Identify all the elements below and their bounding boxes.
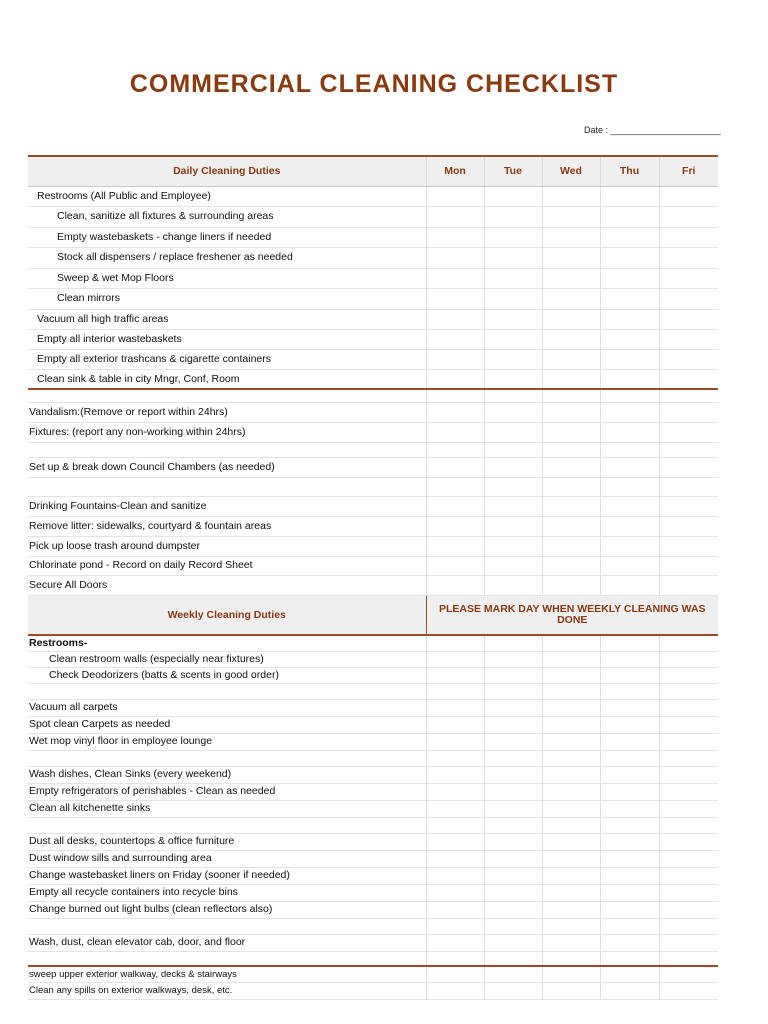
check-cell[interactable]: [542, 227, 600, 247]
check-cell[interactable]: [542, 457, 600, 477]
check-cell[interactable]: [600, 716, 659, 733]
check-cell[interactable]: [426, 966, 484, 982]
check-cell[interactable]: [600, 422, 659, 442]
check-cell[interactable]: [659, 575, 718, 595]
check-cell[interactable]: [426, 766, 484, 783]
check-cell[interactable]: [659, 800, 718, 817]
day-fri: Fri: [659, 156, 718, 186]
spacer-row: [28, 918, 718, 934]
check-cell[interactable]: [484, 884, 542, 901]
check-cell[interactable]: [426, 884, 484, 901]
check-cell[interactable]: [426, 422, 484, 442]
check-cell[interactable]: [659, 635, 718, 651]
check-cell[interactable]: [484, 309, 542, 329]
check-cell[interactable]: [659, 733, 718, 750]
check-cell[interactable]: [659, 651, 718, 667]
check-cell[interactable]: [659, 884, 718, 901]
task-row: [28, 966, 718, 982]
check-cell[interactable]: [600, 667, 659, 683]
check-cell[interactable]: [426, 733, 484, 750]
task-label: Wash, dust, clean elevator cab, door, and floor: [29, 936, 246, 949]
check-cell[interactable]: [659, 402, 718, 422]
check-cell[interactable]: [542, 884, 600, 901]
task-label: Empty all recycle containers into recycle bins: [29, 886, 238, 899]
check-cell[interactable]: [484, 496, 542, 516]
check-cell[interactable]: [659, 369, 718, 389]
check-cell[interactable]: [484, 457, 542, 477]
check-cell[interactable]: [542, 536, 600, 556]
check-cell[interactable]: [600, 982, 659, 999]
task-row: [28, 369, 718, 389]
check-cell[interactable]: [659, 766, 718, 783]
task-row: [28, 783, 718, 800]
spacer-row: [28, 683, 718, 699]
check-cell[interactable]: [542, 288, 600, 309]
task-row: [28, 457, 718, 477]
check-cell[interactable]: [659, 206, 718, 227]
check-cell[interactable]: [484, 422, 542, 442]
check-cell[interactable]: [600, 227, 659, 247]
check-cell[interactable]: [484, 699, 542, 716]
check-cell[interactable]: [600, 699, 659, 716]
check-cell[interactable]: [426, 867, 484, 884]
check-cell[interactable]: [426, 247, 484, 268]
check-cell[interactable]: [484, 667, 542, 683]
check-cell[interactable]: [484, 227, 542, 247]
check-cell[interactable]: [600, 329, 659, 349]
task-row: [28, 766, 718, 783]
check-cell[interactable]: [426, 651, 484, 667]
daily-section-title: Daily Cleaning Duties: [28, 156, 426, 186]
check-cell[interactable]: [659, 227, 718, 247]
check-cell[interactable]: [659, 667, 718, 683]
check-cell[interactable]: [542, 699, 600, 716]
task-label: Spot clean Carpets as needed: [29, 718, 171, 731]
check-cell[interactable]: [600, 536, 659, 556]
spacer-row: [28, 951, 718, 966]
check-cell[interactable]: [542, 402, 600, 422]
check-cell[interactable]: [426, 716, 484, 733]
task-row: [28, 651, 718, 667]
task-label: Remove litter: sidewalks, courtyard & fountain areas: [29, 519, 272, 532]
check-cell[interactable]: [659, 556, 718, 575]
check-cell[interactable]: [542, 206, 600, 227]
task-row: [28, 309, 718, 329]
task-row: [28, 516, 718, 536]
check-cell[interactable]: [659, 247, 718, 268]
check-cell[interactable]: [659, 516, 718, 536]
check-cell[interactable]: [542, 635, 600, 651]
task-label: Secure All Doors: [29, 578, 108, 591]
check-cell[interactable]: [484, 766, 542, 783]
check-cell[interactable]: [484, 934, 542, 951]
check-cell[interactable]: [600, 635, 659, 651]
check-cell[interactable]: [426, 186, 484, 206]
check-cell[interactable]: [542, 651, 600, 667]
check-cell[interactable]: [426, 288, 484, 309]
check-cell[interactable]: [484, 349, 542, 369]
date-field[interactable]: Date : ______________________: [584, 125, 721, 135]
check-cell[interactable]: [542, 186, 600, 206]
task-row: [28, 635, 718, 651]
check-cell[interactable]: [659, 288, 718, 309]
check-cell[interactable]: [542, 329, 600, 349]
check-cell[interactable]: [426, 457, 484, 477]
task-row: [28, 268, 718, 288]
check-cell[interactable]: [426, 667, 484, 683]
check-cell[interactable]: [659, 186, 718, 206]
check-cell[interactable]: [426, 227, 484, 247]
task-row: [28, 186, 718, 206]
check-cell[interactable]: [426, 536, 484, 556]
task-label: Dust all desks, countertops & office furniture: [29, 835, 235, 848]
task-label: Empty wastebaskets - change liners if needed: [57, 230, 272, 243]
check-cell[interactable]: [484, 402, 542, 422]
check-cell[interactable]: [484, 288, 542, 309]
task-label: Restrooms (All Public and Employee): [37, 189, 211, 202]
check-cell[interactable]: [484, 783, 542, 800]
check-cell[interactable]: [659, 496, 718, 516]
check-cell[interactable]: [542, 667, 600, 683]
check-cell[interactable]: [600, 766, 659, 783]
check-cell[interactable]: [600, 966, 659, 982]
check-cell[interactable]: [600, 496, 659, 516]
task-row: [28, 833, 718, 850]
check-cell[interactable]: [542, 556, 600, 575]
check-cell[interactable]: [659, 934, 718, 951]
check-cell[interactable]: [484, 186, 542, 206]
checklist-table: [28, 155, 718, 1000]
check-cell[interactable]: [542, 833, 600, 850]
task-label: Clean mirrors: [57, 292, 121, 305]
check-cell[interactable]: [542, 800, 600, 817]
check-cell[interactable]: [426, 635, 484, 651]
task-label: Change wastebasket liners on Friday (sooner if needed): [29, 869, 290, 882]
task-row: [28, 699, 718, 716]
check-cell[interactable]: [426, 783, 484, 800]
task-row: [28, 667, 718, 683]
weekly-section-title: Weekly Cleaning Duties: [28, 595, 426, 635]
check-cell[interactable]: [600, 402, 659, 422]
check-cell[interactable]: [426, 309, 484, 329]
check-cell[interactable]: [484, 982, 542, 999]
check-cell[interactable]: [659, 329, 718, 349]
check-cell[interactable]: [542, 982, 600, 999]
task-label: Vacuum all high traffic areas: [37, 312, 169, 325]
check-cell[interactable]: [426, 349, 484, 369]
check-cell[interactable]: [484, 575, 542, 595]
check-cell[interactable]: [542, 247, 600, 268]
check-cell[interactable]: [659, 349, 718, 369]
check-cell[interactable]: [542, 901, 600, 918]
check-cell[interactable]: [426, 901, 484, 918]
weekly-mark-note: PLEASE MARK DAY WHEN WEEKLY CLEANING WAS DONE: [426, 595, 718, 635]
task-row: [28, 982, 718, 999]
check-cell[interactable]: [426, 496, 484, 516]
task-label: Clean restroom walls (especially near fixtures): [49, 652, 264, 665]
check-cell[interactable]: [659, 833, 718, 850]
task-label: Dust window sills and surrounding area: [29, 852, 212, 865]
check-cell[interactable]: [484, 800, 542, 817]
check-cell[interactable]: [484, 247, 542, 268]
check-cell[interactable]: [542, 516, 600, 536]
check-cell[interactable]: [600, 186, 659, 206]
task-row: [28, 850, 718, 867]
check-cell[interactable]: [426, 369, 484, 389]
check-cell[interactable]: [600, 556, 659, 575]
check-cell[interactable]: [600, 901, 659, 918]
check-cell[interactable]: [659, 966, 718, 982]
check-cell[interactable]: [542, 766, 600, 783]
check-cell[interactable]: [426, 268, 484, 288]
check-cell[interactable]: [542, 369, 600, 389]
spacer-row: [28, 817, 718, 833]
check-cell[interactable]: [600, 833, 659, 850]
check-cell[interactable]: [600, 783, 659, 800]
check-cell[interactable]: [659, 982, 718, 999]
task-row: [28, 422, 718, 442]
spacer-row: [28, 442, 718, 457]
check-cell[interactable]: [659, 457, 718, 477]
document-title: COMMERCIAL CLEANING CHECKLIST: [129, 70, 619, 98]
task-label: Pick up loose trash around dumpster: [29, 539, 201, 552]
day-thu: Thu: [600, 156, 659, 186]
check-cell[interactable]: [600, 288, 659, 309]
check-cell[interactable]: [484, 369, 542, 389]
check-cell[interactable]: [484, 867, 542, 884]
task-label: Wet mop vinyl floor in employee lounge: [29, 735, 213, 748]
check-cell[interactable]: [600, 516, 659, 536]
day-tue: Tue: [484, 156, 542, 186]
check-cell[interactable]: [659, 867, 718, 884]
task-label: Clean all kitchenette sinks: [29, 802, 151, 815]
check-cell[interactable]: [659, 536, 718, 556]
check-cell[interactable]: [426, 206, 484, 227]
task-row: [28, 496, 718, 516]
task-label: Restrooms-: [29, 637, 88, 649]
spacer-row: [28, 750, 718, 766]
check-cell[interactable]: [600, 850, 659, 867]
check-cell[interactable]: [426, 575, 484, 595]
check-cell[interactable]: [484, 901, 542, 918]
task-row: [28, 575, 718, 595]
check-cell[interactable]: [600, 309, 659, 329]
task-label: Empty all interior wastebaskets: [37, 332, 182, 345]
check-cell[interactable]: [484, 635, 542, 651]
check-cell[interactable]: [542, 867, 600, 884]
check-cell[interactable]: [542, 783, 600, 800]
task-label: Wash dishes, Clean Sinks (every weekend): [29, 768, 232, 781]
task-row: [28, 206, 718, 227]
check-cell[interactable]: [659, 850, 718, 867]
check-cell[interactable]: [484, 716, 542, 733]
daily-header-row: [28, 156, 718, 186]
weekly-header-row: [28, 595, 718, 635]
spacer-row: [28, 477, 718, 496]
check-cell[interactable]: [600, 733, 659, 750]
check-cell[interactable]: [542, 268, 600, 288]
check-cell[interactable]: [542, 575, 600, 595]
task-label: Clean any spills on exterior walkways, desk, etc.: [29, 984, 233, 996]
check-cell[interactable]: [659, 716, 718, 733]
check-cell[interactable]: [426, 402, 484, 422]
check-cell[interactable]: [542, 349, 600, 369]
check-cell[interactable]: [426, 516, 484, 536]
task-row: [28, 934, 718, 951]
check-cell[interactable]: [659, 699, 718, 716]
check-cell[interactable]: [542, 934, 600, 951]
task-label: Empty refrigerators of perishables - Clean as needed: [29, 785, 276, 798]
task-label: sweep upper exterior walkway, decks & stairways: [29, 968, 237, 980]
check-cell[interactable]: [659, 422, 718, 442]
task-label: Vacuum all carpets: [29, 701, 118, 714]
task-label: Chlorinate pond - Record on daily Record Sheet: [29, 559, 253, 572]
task-label: Drinking Fountains-Clean and sanitize: [29, 499, 207, 512]
check-cell[interactable]: [600, 575, 659, 595]
task-row: [28, 867, 718, 884]
check-cell[interactable]: [484, 206, 542, 227]
check-cell[interactable]: [426, 934, 484, 951]
task-label: Check Deodorizers (batts & scents in good order): [49, 668, 279, 681]
task-label: Vandalism:(Remove or report within 24hrs): [29, 405, 228, 418]
check-cell[interactable]: [542, 850, 600, 867]
check-cell[interactable]: [542, 733, 600, 750]
check-cell[interactable]: [600, 934, 659, 951]
check-cell[interactable]: [600, 247, 659, 268]
task-row: [28, 556, 718, 575]
check-cell[interactable]: [542, 966, 600, 982]
check-cell[interactable]: [484, 966, 542, 982]
task-row: [28, 247, 718, 268]
check-cell[interactable]: [659, 309, 718, 329]
check-cell[interactable]: [484, 651, 542, 667]
day-wed: Wed: [542, 156, 600, 186]
check-cell[interactable]: [600, 268, 659, 288]
task-label: Fixtures: (report any non-working within 24hrs): [29, 425, 246, 438]
check-cell[interactable]: [542, 422, 600, 442]
spacer-row: [28, 389, 718, 402]
task-label: Sweep & wet Mop Floors: [57, 271, 174, 284]
check-cell[interactable]: [426, 833, 484, 850]
check-cell[interactable]: [484, 850, 542, 867]
check-cell[interactable]: [600, 867, 659, 884]
task-label: Set up & break down Council Chambers (as needed): [29, 460, 275, 473]
check-cell[interactable]: [484, 556, 542, 575]
check-cell[interactable]: [484, 536, 542, 556]
check-cell[interactable]: [600, 651, 659, 667]
check-cell[interactable]: [600, 884, 659, 901]
check-cell[interactable]: [484, 329, 542, 349]
task-row: [28, 329, 718, 349]
check-cell[interactable]: [426, 699, 484, 716]
task-row: [28, 288, 718, 309]
task-label: Empty all exterior trashcans & cigarette containers: [37, 352, 272, 365]
check-cell[interactable]: [600, 349, 659, 369]
task-label: Clean, sanitize all fixtures & surrounding areas: [57, 210, 274, 223]
task-row: [28, 227, 718, 247]
check-cell[interactable]: [426, 982, 484, 999]
check-cell[interactable]: [542, 716, 600, 733]
day-mon: Mon: [426, 156, 484, 186]
check-cell[interactable]: [542, 309, 600, 329]
task-row: [28, 800, 718, 817]
check-cell[interactable]: [659, 783, 718, 800]
check-cell[interactable]: [484, 733, 542, 750]
task-row: [28, 716, 718, 733]
check-cell[interactable]: [426, 850, 484, 867]
check-cell[interactable]: [484, 833, 542, 850]
check-cell[interactable]: [426, 800, 484, 817]
task-label: Clean sink & table in city Mngr, Conf, Room: [37, 372, 240, 385]
check-cell[interactable]: [426, 556, 484, 575]
task-row: [28, 884, 718, 901]
check-cell[interactable]: [600, 457, 659, 477]
check-cell[interactable]: [659, 268, 718, 288]
task-row: [28, 901, 718, 918]
check-cell[interactable]: [600, 800, 659, 817]
check-cell[interactable]: [659, 901, 718, 918]
task-label: Stock all dispensers / replace freshener as needed: [57, 251, 293, 264]
check-cell[interactable]: [600, 369, 659, 389]
check-cell[interactable]: [600, 206, 659, 227]
check-cell[interactable]: [484, 268, 542, 288]
task-row: [28, 536, 718, 556]
task-label: Change burned out light bulbs (clean reflectors also): [29, 903, 273, 916]
check-cell[interactable]: [542, 496, 600, 516]
task-row: [28, 349, 718, 369]
task-row: [28, 402, 718, 422]
check-cell[interactable]: [484, 516, 542, 536]
check-cell[interactable]: [426, 329, 484, 349]
task-row: [28, 733, 718, 750]
